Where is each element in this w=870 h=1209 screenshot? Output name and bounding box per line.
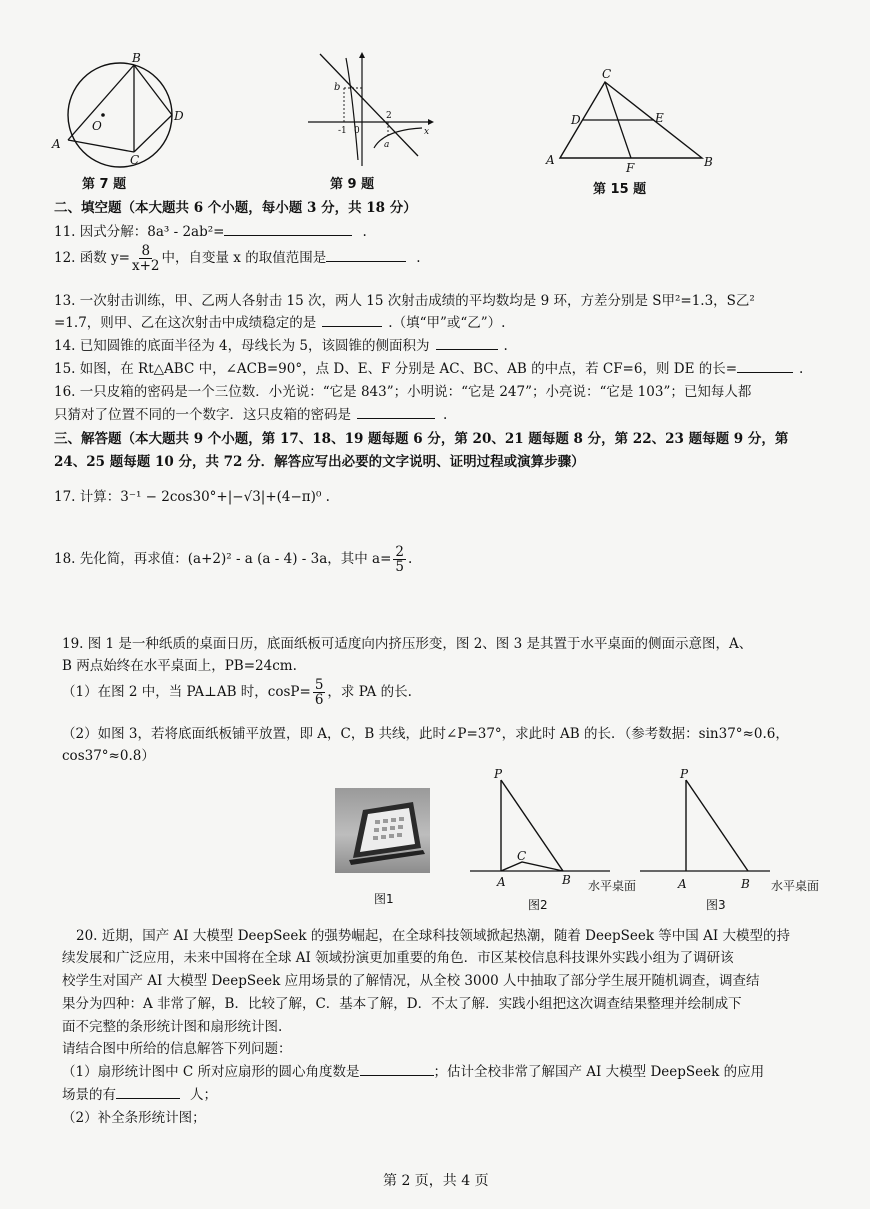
fraction-2-over-5 — [393, 545, 406, 574]
figure-7-caption: 第 7 题 — [82, 177, 127, 192]
label-zero: 0 — [354, 126, 360, 136]
fraction-5-over-6 — [313, 678, 326, 707]
question-13-end: .（填“甲”或“乙”）. — [388, 315, 506, 331]
label-e: E — [655, 111, 664, 125]
calendar-illustration — [335, 788, 430, 873]
y-axis-arrow — [359, 52, 365, 58]
question-15-end: . — [799, 361, 804, 377]
question-20-part-2: （2）补全条形统计图； — [62, 1110, 206, 1126]
question-19-part-1-end: ，求 PA 的长. — [327, 684, 412, 700]
section-3-title-line-1: 三、解答题（本大题共 9 个小题，第 17、18、19 题每题 6 分，第 20、21 题每题 8 分，第 22、23 题每题 9 分，第 — [54, 431, 789, 447]
fraction-denominator: x+2 — [132, 258, 160, 274]
fraction-denominator: 6 — [314, 692, 324, 708]
answer-blank-20-1[interactable] — [360, 1074, 434, 1076]
label-b: B — [741, 877, 750, 891]
question-20-part-1-text: （1）扇形统计图中 C 所对应扇形的圆心角度数是 — [62, 1064, 360, 1080]
question-16-line-1: 16. 一只皮箱的密码是一个三位数．小光说：“它是 843”；小明说：“它是 247”；小亮说：“它是 103”；已知每人都 — [54, 384, 752, 400]
label-b: B — [562, 873, 571, 887]
figure-9-caption: 第 9 题 — [330, 177, 375, 192]
label-o: O — [92, 119, 102, 133]
question-20-line-2: 续发展和广泛应用，未来中国将在全球 AI 领域扮演更加重要的角色．市区某校信息科技课外实践小组为了调研该 — [62, 950, 734, 966]
question-20-line-6: 请结合图中所给的信息解答下列问题： — [62, 1041, 292, 1057]
figure-3-caption: 图3 — [706, 898, 726, 912]
base-board-curve — [501, 862, 563, 871]
question-14-text: 14. 已知圆锥的底面半径为 4，母线长为 5，该圆锥的侧面积为 — [54, 338, 430, 354]
answer-blank-16[interactable] — [357, 417, 435, 419]
question-20-part-1-mid: ；估计全校非常了解国产 AI 大模型 DeepSeek 的应用 — [433, 1064, 765, 1080]
question-19-line-1: 19. 图 1 是一种纸质的桌面日历，底面纸板可适度向内挤压形变，图 2、图 3 是其置于水平桌面的侧面示意图，A、 — [62, 636, 753, 652]
label-p: P — [680, 767, 689, 781]
label-a: A — [52, 137, 61, 151]
fraction-8-over-x-plus-2 — [132, 244, 160, 273]
fraction-numerator: 5 — [314, 677, 324, 693]
question-20-part-1-line-2-end: 人； — [190, 1087, 217, 1103]
hyperbola-upper-branch — [346, 58, 358, 160]
question-12-mid: 中，自变量 x 的取值范围是 — [161, 250, 327, 266]
label-a: A — [546, 153, 555, 167]
label-minus-1: -1 — [338, 126, 347, 136]
fraction-numerator: 2 — [395, 544, 404, 560]
label-f: F — [626, 161, 635, 175]
figure-3-diagram — [640, 768, 780, 893]
question-13-line-1: 13. 一次射击训练，甲、乙两人各射击 15 次，两人 15 次射击成绩的平均数均是 9 环，方差分别是 S甲²=1.3，S乙² — [54, 293, 755, 309]
question-12-end: . — [416, 250, 421, 266]
linear-function-line — [320, 54, 418, 156]
center-dot — [101, 113, 105, 117]
question-20-line-3: 校学生对国产 AI 大模型 DeepSeek 应用场景的了解情况，从全校 3000 人中抽取了部分学生展开随机调查，调查结 — [62, 973, 760, 989]
question-19-line-2: B 两点始终在水平桌面上，PB=24cm. — [62, 658, 297, 674]
question-13-line-2 — [54, 311, 505, 331]
section-3-title-line-2: 24、25 题每题 10 分，共 72 分．解答应写出必要的文字说明、证明过程或演算步骤） — [54, 454, 585, 470]
label-a: A — [678, 877, 687, 891]
question-14 — [54, 334, 508, 354]
answer-blank-12[interactable] — [326, 260, 406, 262]
question-17: 17. 计算：3⁻¹ − 2cos30°+|−√3|+(4−π)⁰ . — [54, 489, 330, 505]
question-12-text: 12. 函数 y= — [54, 250, 130, 266]
figure-7-diagram — [50, 51, 200, 180]
question-19-part-2-line-1: （2）如图 3，若将底面纸板铺平放置，即 A，C，B 共线，此时∠P=37°，求此时 AB 的长．（参考数据：sin37°≈0.6， — [62, 726, 789, 742]
figure-1-caption: 图1 — [374, 892, 394, 906]
answer-blank-20-2[interactable] — [116, 1097, 180, 1099]
circle-o — [68, 63, 172, 167]
label-b: B — [132, 51, 141, 65]
hyperbola-lower-branch — [374, 128, 422, 148]
question-18-end: . — [407, 551, 413, 567]
answer-blank-15[interactable] — [737, 371, 793, 373]
label-b: b — [334, 82, 341, 93]
question-11 — [54, 220, 367, 240]
figure-15-diagram — [540, 67, 720, 182]
question-16-end: . — [443, 407, 448, 423]
label-c: C — [517, 849, 527, 863]
question-20-part-1 — [62, 1060, 764, 1080]
question-18 — [54, 545, 412, 574]
figure-1-calendar-photo — [335, 788, 430, 873]
section-2-title: 二、填空题（本大题共 6 个小题，每小题 3 分，共 18 分） — [54, 200, 417, 216]
question-20-line-4: 果分为四种：A 非常了解，B．比较了解，C．基本了解，D．不太了解．实践小组把这次调查结果整理并绘制成下 — [62, 996, 742, 1012]
label-a: A — [497, 875, 506, 889]
answer-blank-13[interactable] — [322, 325, 382, 327]
segment-pb — [501, 780, 563, 871]
question-18-text: 18. 先化简，再求值：(a+2)² - a (a - 4) - 3a，其中 a= — [54, 551, 392, 567]
fraction-denominator: 5 — [395, 559, 404, 575]
label-a: a — [384, 140, 390, 150]
question-14-end: . — [503, 338, 508, 354]
figure-2-diagram — [470, 768, 630, 893]
fraction-numerator: 8 — [141, 243, 151, 259]
question-20-line-5: 面不完整的条形统计图和扇形统计图. — [62, 1019, 283, 1035]
answer-blank-14[interactable] — [436, 348, 498, 350]
question-15 — [54, 357, 803, 377]
x-axis-arrow — [428, 119, 434, 125]
question-19-part-2-line-2: cos37°≈0.8） — [62, 748, 155, 764]
question-11-text: 11. 因式分解：8a³ - 2ab²= — [54, 224, 225, 240]
figure-15-caption: 第 15 题 — [593, 182, 647, 197]
page-footer: 第 2 页，共 4 页 — [383, 1173, 489, 1189]
question-12 — [54, 244, 421, 273]
question-15-text: 15. 如图，在 Rt△ABC 中，∠ACB=90°，点 D、E、F 分别是 AC、BC、AB 的中点，若 CF=6，则 DE 的长= — [54, 361, 738, 377]
label-c: C — [602, 67, 612, 81]
label-p: P — [494, 767, 503, 781]
figure-2-caption: 图2 — [528, 898, 548, 912]
table-label-figure-2: 水平桌面 — [588, 879, 637, 893]
question-20-line-1: 20. 近期，国产 AI 大模型 DeepSeek 的强势崛起，在全球科技领域掀起热潮，随着 DeepSeek 等中国 AI 大模型的持 — [76, 928, 790, 944]
label-b: B — [704, 155, 713, 169]
question-16-text: 只猜对了位置不同的一个数字．这只皮箱的密码是 — [54, 407, 351, 423]
question-19-part-1 — [62, 678, 412, 707]
question-11-end: . — [362, 224, 367, 240]
label-d: D — [174, 109, 184, 123]
question-19-part-1-text: （1）在图 2 中，当 PA⊥AB 时，cosP= — [62, 684, 311, 700]
question-16-line-2 — [54, 403, 447, 423]
figure-9-diagram — [300, 50, 440, 170]
label-c: C — [130, 153, 140, 167]
question-20-part-1-line-2 — [62, 1083, 217, 1103]
question-20-part-1-line-2-text: 场景的有 — [62, 1087, 116, 1103]
label-d: D — [571, 113, 581, 127]
answer-blank-11[interactable] — [224, 234, 352, 236]
label-x: x — [424, 127, 430, 137]
label-two: 2 — [386, 111, 392, 121]
question-13-text: =1.7，则甲、乙在这次射击中成绩稳定的是 — [54, 315, 317, 331]
table-label-figure-3: 水平桌面 — [771, 879, 820, 893]
segment-pb — [686, 780, 748, 871]
segment-cd — [134, 115, 172, 152]
